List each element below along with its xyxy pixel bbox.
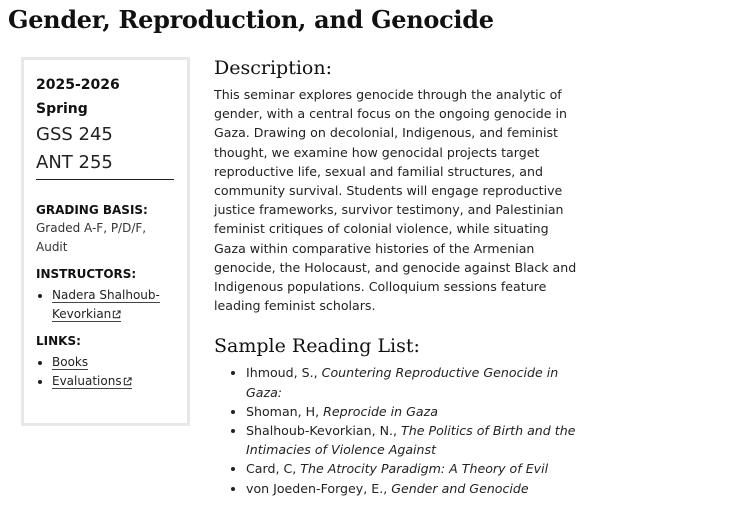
list-item xyxy=(52,372,175,391)
reading-title: Gender and Genocide xyxy=(391,480,529,496)
term-season: Spring xyxy=(36,101,88,117)
books-link[interactable]: Books xyxy=(52,355,89,369)
reading-item xyxy=(246,479,584,498)
reading-author: Shoman, H, xyxy=(246,403,324,419)
reading-item xyxy=(246,402,584,421)
reading-item xyxy=(246,363,584,401)
description-heading: Description: xyxy=(214,57,332,79)
evaluations-label: Evaluations xyxy=(52,374,122,388)
reading-list xyxy=(214,363,584,497)
reading-title: The Politics of Birth and the Intimacies of Violence Against xyxy=(246,423,576,458)
grading-heading: GRADING BASIS: xyxy=(36,203,148,217)
instructor-link[interactable] xyxy=(52,288,160,322)
reading-title: Countering Reproductive Genocide in Gaza: xyxy=(246,365,559,400)
reading-item xyxy=(246,459,584,478)
description-text: This seminar explores genocide through the analytic of gender, with a central focus on the ongoing genocide in Gaza. Drawing on decolonial, Indigenous, and feminist thought, we examine how genocidal projects target reproductive life, sexual and familial structures, and community survival. Students will engage reproductive justice frameworks, survivor testimony, and Palestinian feminist critiques of colonial violence, while situating Gaza within comparative histories of the Armenian genocide, the Holocaust, and genocide against Black and Indigenous populations. Colloquium sessions feature leading feminist scholars. xyxy=(214,87,577,314)
page-title: Gender, Reproduction, and Genocide xyxy=(8,5,494,34)
reading-title: The Atrocity Paradigm: A Theory of Evil xyxy=(300,461,549,477)
reading-author: Card, C, xyxy=(246,461,301,477)
reading-list-heading: Sample Reading List: xyxy=(214,335,420,358)
term-year: 2025-2026 xyxy=(36,77,120,93)
grading-basis-value: Graded A-F, P/D/F, Audit xyxy=(36,221,147,254)
reading-author: von Joeden-Forgey, E., xyxy=(246,480,392,496)
external-link-icon xyxy=(123,373,132,382)
list-item xyxy=(52,353,175,372)
reading-author: Ihmoud, S., xyxy=(246,365,322,381)
course-main-content xyxy=(214,55,584,498)
list-item xyxy=(52,286,175,324)
links-heading: LINKS: xyxy=(36,334,81,348)
external-link-icon xyxy=(112,306,121,315)
instructors-list xyxy=(36,286,175,324)
links-list xyxy=(36,353,175,391)
course-divider xyxy=(36,179,174,180)
instructor-name: Nadera Shalhoub-Kevorkian xyxy=(52,288,160,321)
evaluations-link[interactable] xyxy=(52,374,132,389)
course-code: GSS 245 xyxy=(36,124,113,145)
course-code: ANT 255 xyxy=(36,152,113,173)
instructors-heading: INSTRUCTORS: xyxy=(36,267,137,281)
reading-title: Reprocide in Gaza xyxy=(323,403,438,419)
reading-item xyxy=(246,421,584,459)
reading-author: Shalhoub-Kevorkian, N., xyxy=(246,423,402,439)
course-info-sidebar xyxy=(21,57,190,426)
